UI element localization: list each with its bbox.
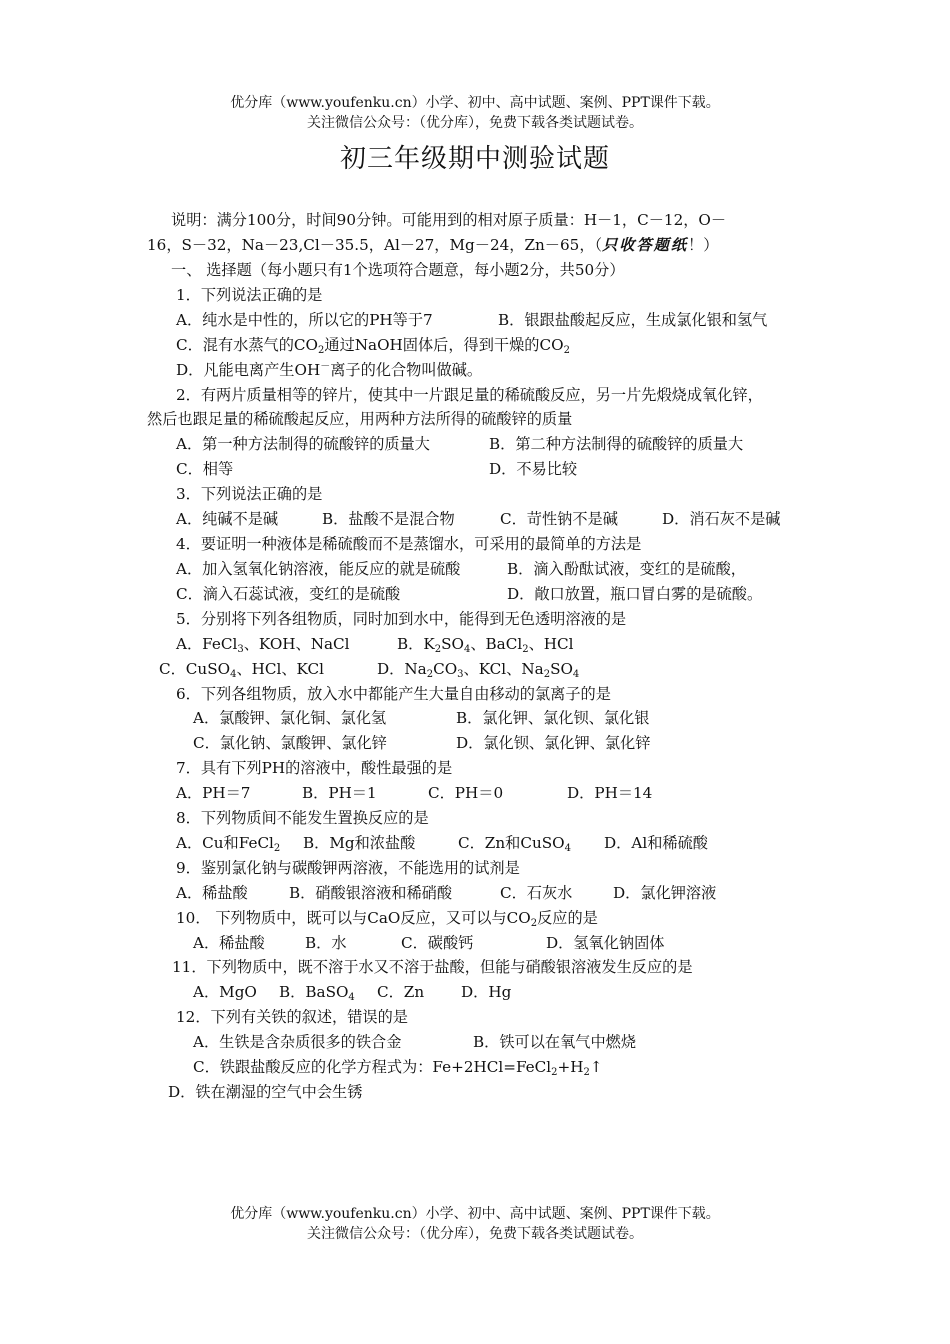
question-3-option-a: A．纯碱不是碱 <box>176 510 279 528</box>
question-3-option-c: C．苛性钠不是碱 <box>500 510 618 528</box>
question-5-option-b: B．$K_2SO_4$、BaCl$_2$、HCl <box>397 635 574 655</box>
question-1-option-a: A．纯水是中性的，所以它的PH等于7 <box>176 311 433 329</box>
question-1-option-d: D．凡能电离产生OH－离子的化合物叫做碱。 <box>176 361 483 379</box>
footer-line-2: 关注微信公众号：（优分库），免费下载各类试题试卷。 <box>307 1226 643 1242</box>
question-9-option-d: D．氯化钾溶液 <box>613 884 717 902</box>
question-9-stem: 9．鉴别氯化钠与碳酸钾两溶液，不能选用的试剂是 <box>176 859 520 877</box>
question-10-option-b: B．水 <box>305 934 347 952</box>
question-2-option-d: D．不易比较 <box>489 460 578 478</box>
question-12-stem: 12．下列有关铁的叙述，错误的是 <box>176 1008 408 1026</box>
question-9-option-b: B．硝酸银溶液和稀硝酸 <box>289 884 453 902</box>
question-1-option-b: B．银跟盐酸起反应，生成氯化银和氢气 <box>498 311 768 329</box>
footer-line-1: 优分库（www.youfenku.cn）小学、初中、高中试题、案例、PPT课件下载。 <box>230 1206 720 1222</box>
question-11-option-a: A．MgO <box>193 983 257 1001</box>
question-2-option-a: A．第一种方法制得的硫酸锌的质量大 <box>176 435 430 453</box>
question-6-option-a: A．氯酸钾、氯化铜、氯化氢 <box>193 709 387 727</box>
question-4-option-a: A．加入氢氧化钠溶液，能反应的就是硫酸 <box>176 560 461 578</box>
question-8-option-b: B．Mg和浓盐酸 <box>303 834 416 852</box>
question-10-option-a: A．稀盐酸 <box>193 934 265 952</box>
question-10-stem: 10． 下列物质中，既可以与CaO反应，又可以与$CO_2$反应的是 <box>176 909 598 929</box>
question-5-option-a: A．FeCl$_3$、KOH、NaCl <box>176 635 350 655</box>
question-11-option-b: B．BaSO$_4$ <box>279 983 355 1003</box>
question-7-option-c: C．PH＝0 <box>428 784 504 802</box>
question-7-option-d: D．PH＝14 <box>567 784 653 802</box>
question-7-stem: 7．具有下列PH的溶液中，酸性最强的是 <box>176 759 453 777</box>
section-heading: 一、 选择题（每小题只有1个选项符合题意，每小题2分，共50分） <box>171 261 625 279</box>
page-footer <box>0 1204 950 1244</box>
question-10-option-d: D．氢氧化钠固体 <box>546 934 665 952</box>
emphasis-note: 只收答题纸 <box>602 236 689 254</box>
question-9-option-c: C．石灰水 <box>500 884 573 902</box>
question-8-option-a: A．Cu和FeCl$_2$ <box>176 834 281 854</box>
question-4-stem: 4．要证明一种液体是稀硫酸而不是蒸馏水，可采用的最简单的方法是 <box>176 535 642 553</box>
question-4-option-c: C．滴入石蕊试液，变红的是硫酸 <box>176 585 401 603</box>
question-6-option-d: D．氯化钡、氯化钾、氯化锌 <box>456 734 651 752</box>
page-header <box>0 93 950 133</box>
question-8-option-c: C．Zn和CuSO$_4$ <box>458 834 571 854</box>
question-5-stem: 5．分别将下列各组物质，同时加到水中，能得到无色透明溶液的是 <box>176 610 627 628</box>
question-4-option-d: D．敞口放置，瓶口冒白雾的是硫酸。 <box>507 585 763 603</box>
header-line-1: 优分库（www.youfenku.cn）小学、初中、高中试题、案例、PPT课件下载。 <box>230 95 720 111</box>
question-2-option-b: B．第二种方法制得的硫酸锌的质量大 <box>489 435 744 453</box>
question-8-option-d: D．Al和稀硫酸 <box>604 834 708 852</box>
instructions-line-2: 16，S－32，Na－23,Cl－35.5，Al－27，Mg－24，Zn－65，（只收答题纸！） <box>147 236 719 254</box>
question-9-option-a: A．稀盐酸 <box>176 884 248 902</box>
question-3-stem: 3．下列说法正确的是 <box>176 485 323 503</box>
question-4-option-b: B．滴入酚酞试液，变红的是硫酸， <box>507 560 746 578</box>
question-6-stem: 6．下列各组物质，放入水中都能产生大量自由移动的氯离子的是 <box>176 685 611 703</box>
header-line-2: 关注微信公众号：（优分库），免费下载各类试题试卷。 <box>307 115 643 131</box>
question-3-option-d: D．消石灰不是碱 <box>662 510 781 528</box>
question-8-stem: 8．下列物质间不能发生置换反应的是 <box>176 809 429 827</box>
question-5-option-c: C．CuSO$_4$、HCl、KCl <box>159 660 324 680</box>
question-3-option-b: B．盐酸不是混合物 <box>322 510 455 528</box>
question-11-option-d: D．Hg <box>461 983 512 1001</box>
question-12-option-c: C．铁跟盐酸反应的化学方程式为：$Fe+2HCl=FeCl_2+H_2↑$ <box>193 1058 603 1078</box>
question-12-option-a: A．生铁是含杂质很多的铁合金 <box>193 1033 402 1051</box>
page-title: 初三年级期中测验试题 <box>339 144 610 174</box>
question-6-option-c: C．氯化钠、氯酸钾、氯化锌 <box>193 734 387 752</box>
instructions-line-1: 说明：满分100分，时间90分钟。可能用到的相对原子质量：H－1，C－12，O－ <box>171 211 727 229</box>
question-10-option-c: C．碳酸钙 <box>401 934 474 952</box>
question-7-option-a: A．PH＝7 <box>176 784 251 802</box>
question-12-option-d: D．铁在潮湿的空气中会生锈 <box>168 1083 363 1101</box>
question-6-option-b: B．氯化钾、氯化钡、氯化银 <box>456 709 650 727</box>
question-2-stem-line-1: 2．有两片质量相等的锌片，使其中一片跟足量的稀硫酸反应，另一片先煅烧成氧化锌， <box>176 386 763 404</box>
question-2-stem-line-2: 然后也跟足量的稀硫酸起反应，用两种方法所得的硫酸锌的质量 <box>147 410 573 428</box>
question-11-stem: 11．下列物质中，既不溶于水又不溶于盐酸，但能与硝酸银溶液发生反应的是 <box>172 958 693 976</box>
question-12-option-b: B．铁可以在氧气中燃烧 <box>473 1033 637 1051</box>
question-7-option-b: B．PH＝1 <box>302 784 377 802</box>
question-5-option-d: D．$Na_2CO_3$、KCl、$Na_2SO_4$ <box>377 660 580 680</box>
question-1-option-c: C．混有水蒸气的$CO_2$通过NaOH固体后，得到干燥的$CO_2$ <box>176 336 570 356</box>
question-11-option-c: C．Zn <box>377 983 425 1001</box>
question-1-stem: 1．下列说法正确的是 <box>176 286 323 304</box>
question-2-option-c: C．相等 <box>176 460 234 478</box>
